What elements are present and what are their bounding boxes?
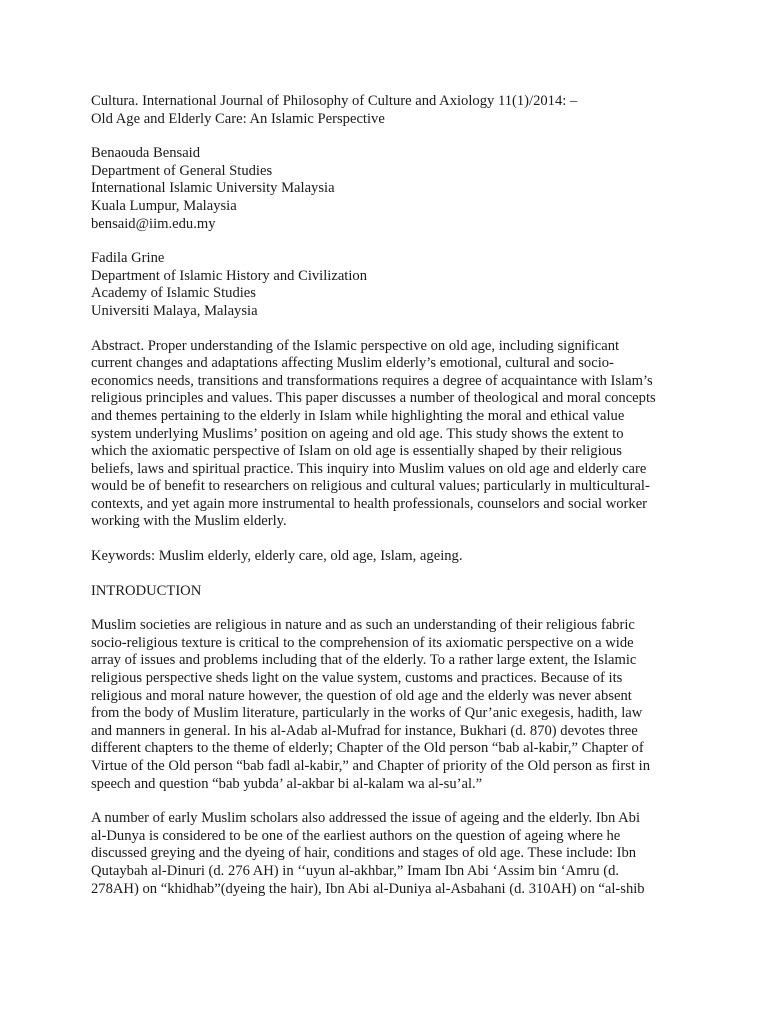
abstract-line: beliefs, laws and spiritual practice. This inquiry into Muslim values on old age and elderly care <box>91 460 647 477</box>
intro-line: al-Dunya is considered to be one of the earliest authors on the question of ageing where he <box>91 827 621 844</box>
abstract-line: would be of benefit to researchers on religious and cultural values; particularly in multicultural- <box>91 478 650 495</box>
intro-line: speech and question “bab yubda’ al-akbar bi al-kalam wa al-su’al.” <box>91 775 483 792</box>
spacer <box>91 128 691 145</box>
spacer <box>91 566 691 583</box>
intro-line: Qutaybah al-Dinuri (d. 276 AH) in ‘‘uyun al-akhbar,” Imam Ibn Abi ‘Assim bin ‘Amru (d. <box>91 862 620 879</box>
intro-line: array of issues and problems including that of the elderly. To a rather large extent, the Islamic <box>91 652 637 669</box>
author-1-institution: International Islamic University Malaysia <box>91 180 335 197</box>
abstract-line: system underlying Muslims’ position on ageing and old age. This study shows the extent to <box>91 425 624 442</box>
author-2-department: Department of Islamic History and Civilization <box>91 267 367 284</box>
intro-line: Virtue of the Old person “bab fadl al-kabir,” and Chapter of priority of the Old person as first in <box>91 758 651 774</box>
abstract-line: contexts, and yet again more instrumental to health professionals, counselors and social worker <box>91 495 648 512</box>
abstract-line: which the axiomatic perspective of Islam on old age is essentially shaped by their religious <box>91 443 622 460</box>
abstract-line: and themes pertaining to the elderly in Islam while highlighting the moral and ethical value <box>91 407 625 424</box>
spacer <box>91 600 691 617</box>
abstract-line: current changes and adaptations affecting Muslim elderly’s emotional, cultural and socio- <box>91 355 614 372</box>
author-block-2 <box>91 250 691 320</box>
author-2-institution: Universiti Malaya, Malaysia <box>91 302 258 319</box>
author-block-1 <box>91 145 691 233</box>
intro-paragraph-2 <box>91 810 691 898</box>
abstract-line: working with the Muslim elderly. <box>91 513 287 530</box>
spacer <box>91 793 691 810</box>
intro-line: religious and moral nature however, the question of old age and the elderly was never absent <box>91 687 632 704</box>
spacer <box>91 321 691 338</box>
journal-line: Cultura. International Journal of Philosophy of Culture and Axiology 11(1)/2014: – <box>91 93 578 109</box>
keywords-line: Keywords: Muslim elderly, elderly care, old age, Islam, ageing. <box>91 548 463 565</box>
intro-paragraph-1 <box>91 617 691 793</box>
spacer <box>91 531 691 548</box>
spacer <box>91 233 691 250</box>
intro-line: A number of early Muslim scholars also addressed the issue of ageing and the elderly. Ibn Abi <box>91 810 641 827</box>
author-2-academy: Academy of Islamic Studies <box>91 285 256 302</box>
abstract-line: Abstract. Proper understanding of the Islamic perspective on old age, including significant <box>91 337 620 354</box>
intro-line: from the body of Muslim literature, particularly in the works of Qur’anic exegesis, hadith, law <box>91 705 643 722</box>
author-1-location: Kuala Lumpur, Malaysia <box>91 197 237 214</box>
author-1-department: Department of General Studies <box>91 162 273 179</box>
intro-line: socio-religious texture is critical to the comprehension of its axiomatic perspective on a wide <box>91 634 634 651</box>
intro-line: 278AH) on “khidhab”(dyeing the hair), Ibn Abi al-Duniya al-Asbahani (d. 310AH) on “al-shib <box>91 880 645 897</box>
intro-line: Muslim societies are religious in nature and as such an understanding of their religious fabric <box>91 617 635 634</box>
author-1-name: Benaouda Bensaid <box>91 145 201 162</box>
intro-line: and manners in general. In his al-Adab al-Mufrad for instance, Bukhari (d. 870) devotes three <box>91 722 638 739</box>
document-header <box>91 93 691 128</box>
abstract-line: religious principles and values. This paper discusses a number of theological and moral concepts <box>91 390 656 407</box>
article-title: Old Age and Elderly Care: An Islamic Perspective <box>91 110 385 127</box>
abstract-line: economics needs, transitions and transformations requires a degree of acquaintance with Islam’s <box>91 372 653 389</box>
abstract-paragraph <box>91 338 691 532</box>
intro-line: religious perspective sheds light on the value system, customs and practices. Because of its <box>91 670 623 687</box>
document-page <box>91 93 691 898</box>
author-1-email: bensaid@iim.edu.my <box>91 215 216 232</box>
intro-line: discussed greying and the dyeing of hair, conditions and stages of old age. These include: Ibn <box>91 845 637 862</box>
section-heading: INTRODUCTION <box>91 582 202 599</box>
author-2-name: Fadila Grine <box>91 250 165 267</box>
intro-line: different chapters to the theme of elderly; Chapter of the Old person “bab al-kabir,” Chapter of <box>91 740 644 757</box>
